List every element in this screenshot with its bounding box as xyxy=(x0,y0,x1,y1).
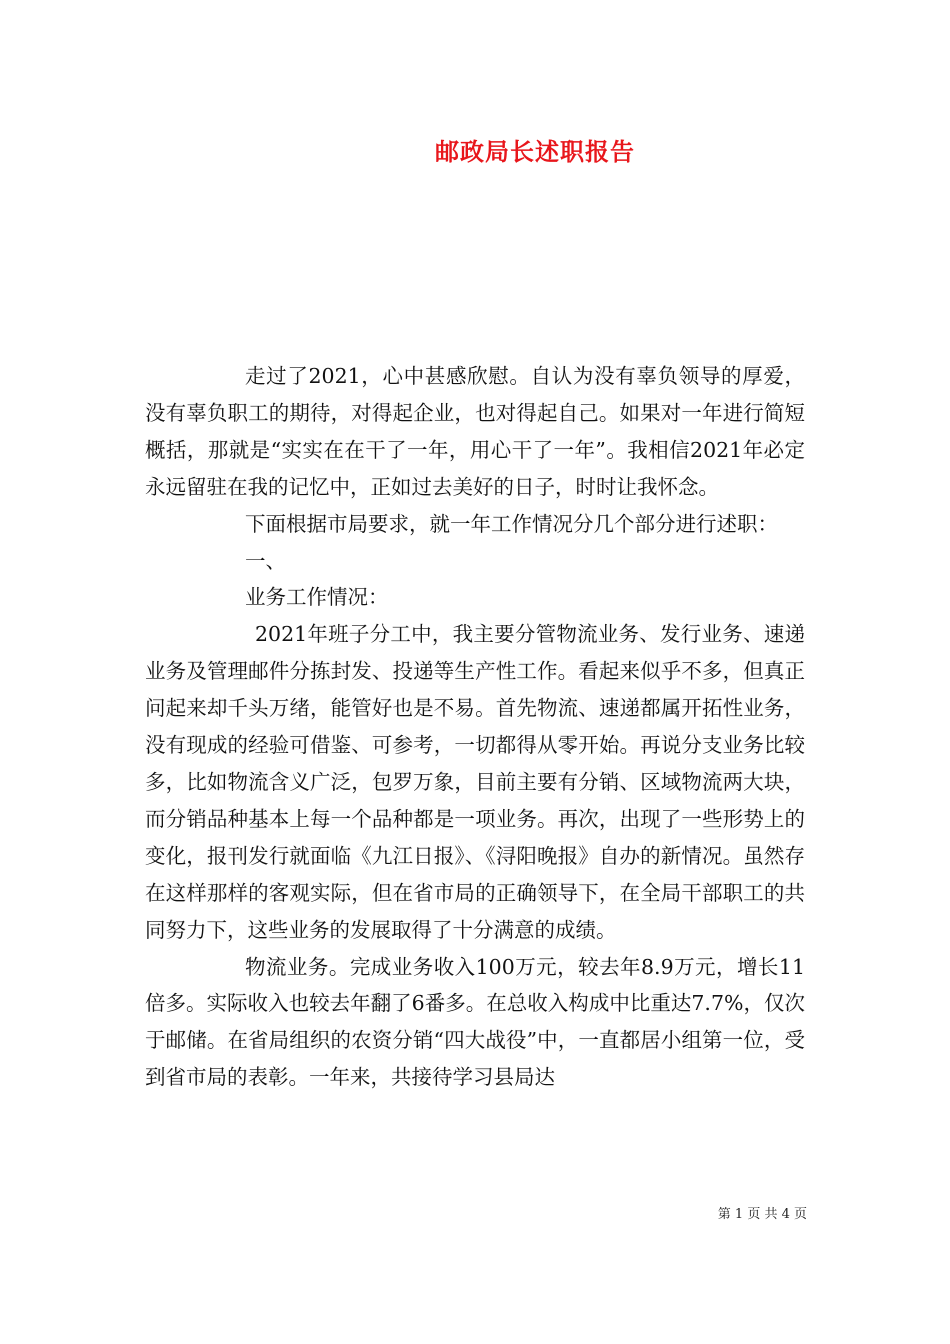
paragraph-logistics: 物流业务。完成业务收入100万元，较去年8.9万元，增长11倍多。实际收入也较去年翻了6番多。在总收入构成中比重达7.7%，仅次于邮储。在省局组织的农资分销“四大战役”中，一直都居小组第一位，受到省市局的表彰。一年来，共接待学习县局达 xyxy=(145,954,805,1090)
section-number: 一、 xyxy=(245,548,286,573)
paragraph-division-of-work: 2021年班子分工中，我主要分管物流业务、发行业务、速递业务及管理邮件分拣封发、投递等生产性工作。看起来似乎不多，但真正问起来却千头万绪，能管好也是不易。首先物流、速递都属开拓性业务，没有现成的经验可借鉴、可参考，一切都得从零开始。再说分支业务比较多，比如物流含义广泛，包罗万象，目前主要有分销、区域物流两大块，而分销品种基本上每一个品种都是一项业务。再次，出现了一些形势上的变化，报刊发行就面临《九江日报》、《浔阳晚报》自办的新情况。虽然存在这样那样的客观实际，但在省市局的正确领导下，在全局干部职工的共同努力下，这些业务的发展取得了十分满意的成绩。 xyxy=(145,622,805,942)
document-body xyxy=(145,358,805,1096)
paragraph-intro: 走过了2021，心中甚感欣慰。自认为没有辜负领导的厚爱，没有辜负职工的期待，对得起企业，也对得起自己。如果对一年进行简短概括，那就是“实实在在干了一年，用心干了一年”。我相信2021年必定永远留驻在我的记忆中，正如过去美好的日子，时时让我怀念。 xyxy=(145,364,805,499)
page-footer: 第 1 页 共 4 页 xyxy=(717,1207,807,1222)
section-heading: 业务工作情况： xyxy=(245,585,389,610)
document-title: 邮政局长述职报告 xyxy=(435,137,635,166)
paragraph-overview: 下面根据市局要求，就一年工作情况分几个部分进行述职： xyxy=(245,511,778,536)
